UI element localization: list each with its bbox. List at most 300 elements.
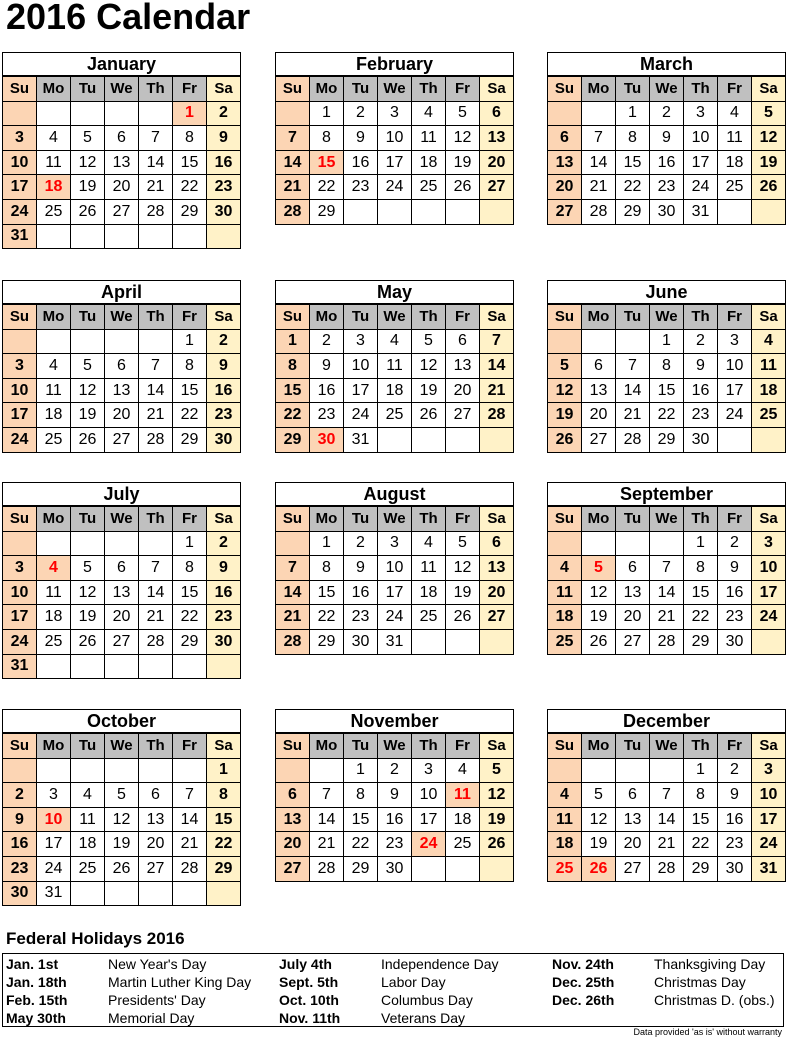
day-cell: 6 — [582, 354, 616, 379]
day-cell: 2 — [718, 758, 752, 783]
day-cell: 18 — [548, 605, 582, 630]
day-cell: 27 — [105, 427, 139, 452]
empty-cell — [276, 531, 310, 556]
month-february — [275, 52, 514, 225]
day-cell: 4 — [37, 354, 71, 379]
day-cell: 27 — [582, 427, 616, 452]
day-cell: 9 — [684, 354, 718, 379]
day-cell: 3 — [684, 101, 718, 126]
day-cell: 16 — [310, 378, 344, 403]
day-cell: 14 — [582, 150, 616, 175]
empty-cell — [616, 758, 650, 783]
day-cell: 3 — [412, 758, 446, 783]
day-cell: 1 — [207, 758, 241, 783]
day-cell: 9 — [718, 556, 752, 581]
month-december — [547, 709, 786, 882]
day-cell: 16 — [650, 150, 684, 175]
weekday-header: Mo — [37, 734, 71, 759]
empty-cell — [37, 758, 71, 783]
day-cell: 21 — [582, 175, 616, 200]
empty-cell — [650, 758, 684, 783]
day-cell: 28 — [650, 856, 684, 881]
day-cell: 4 — [378, 329, 412, 354]
day-cell: 10 — [684, 126, 718, 151]
day-cell: 26 — [105, 856, 139, 881]
empty-cell — [276, 758, 310, 783]
month-name: June — [547, 280, 786, 304]
day-cell: 2 — [344, 101, 378, 126]
holiday-day-cell: 15 — [310, 150, 344, 175]
empty-cell — [650, 531, 684, 556]
weekday-header: Fr — [446, 507, 480, 532]
day-cell: 6 — [446, 329, 480, 354]
day-cell: 8 — [684, 783, 718, 808]
day-cell: 12 — [446, 556, 480, 581]
day-cell: 26 — [752, 175, 786, 200]
day-cell: 15 — [684, 580, 718, 605]
holiday-date: Dec. 26th — [552, 992, 615, 1008]
weekday-header: Sa — [207, 734, 241, 759]
empty-cell — [105, 224, 139, 249]
day-cell: 27 — [139, 856, 173, 881]
day-cell: 6 — [105, 556, 139, 581]
weekday-header: Sa — [207, 507, 241, 532]
day-cell: 3 — [37, 783, 71, 808]
day-cell: 21 — [480, 378, 514, 403]
weekday-header: Th — [684, 305, 718, 330]
weekday-header: We — [105, 305, 139, 330]
weekday-header: Su — [276, 507, 310, 532]
empty-cell — [310, 758, 344, 783]
empty-cell — [139, 881, 173, 906]
day-cell: 30 — [207, 199, 241, 224]
empty-cell — [37, 654, 71, 679]
day-cell: 18 — [37, 403, 71, 428]
day-cell: 25 — [752, 403, 786, 428]
holiday-name: Presidents' Day — [108, 992, 206, 1008]
empty-cell — [71, 881, 105, 906]
day-cell: 22 — [173, 403, 207, 428]
day-cell: 12 — [582, 807, 616, 832]
day-cell: 21 — [650, 605, 684, 630]
day-cell: 15 — [650, 378, 684, 403]
day-cell: 7 — [310, 783, 344, 808]
day-cell: 13 — [139, 807, 173, 832]
day-cell: 18 — [752, 378, 786, 403]
day-cell: 25 — [37, 199, 71, 224]
day-cell: 13 — [276, 807, 310, 832]
day-cell: 12 — [105, 807, 139, 832]
day-cell: 16 — [207, 378, 241, 403]
day-cell: 12 — [71, 580, 105, 605]
empty-cell — [378, 427, 412, 452]
day-cell: 20 — [139, 832, 173, 857]
empty-cell — [71, 329, 105, 354]
month-name: March — [547, 52, 786, 76]
day-cell: 19 — [582, 832, 616, 857]
weekday-header: Su — [548, 734, 582, 759]
day-cell: 30 — [378, 856, 412, 881]
day-cell: 13 — [616, 807, 650, 832]
day-cell: 11 — [37, 378, 71, 403]
day-cell: 7 — [650, 783, 684, 808]
holiday-day-cell: 4 — [37, 556, 71, 581]
weekday-header: We — [378, 305, 412, 330]
day-cell: 7 — [582, 126, 616, 151]
day-cell: 25 — [412, 175, 446, 200]
day-cell: 23 — [207, 605, 241, 630]
weekday-header: We — [105, 507, 139, 532]
day-cell: 14 — [616, 378, 650, 403]
day-cell: 4 — [71, 783, 105, 808]
day-cell: 28 — [276, 199, 310, 224]
day-cell: 15 — [173, 580, 207, 605]
weekday-header: Th — [139, 77, 173, 102]
day-cell: 5 — [71, 126, 105, 151]
day-cell: 13 — [105, 378, 139, 403]
day-cell: 7 — [173, 783, 207, 808]
day-cell: 29 — [616, 199, 650, 224]
day-cell: 16 — [684, 378, 718, 403]
day-cell: 8 — [616, 126, 650, 151]
day-cell: 4 — [412, 531, 446, 556]
day-cell: 14 — [276, 150, 310, 175]
empty-cell — [71, 101, 105, 126]
day-cell: 20 — [105, 605, 139, 630]
day-cell: 28 — [480, 403, 514, 428]
day-cell: 27 — [616, 856, 650, 881]
holiday-date: May 30th — [6, 1010, 66, 1026]
day-cell: 27 — [548, 199, 582, 224]
day-cell: 22 — [684, 605, 718, 630]
day-cell: 20 — [105, 175, 139, 200]
weekday-header: Mo — [582, 507, 616, 532]
day-cell: 27 — [616, 629, 650, 654]
empty-cell — [105, 654, 139, 679]
day-cell: 2 — [207, 531, 241, 556]
day-cell: 30 — [650, 199, 684, 224]
day-cell: 21 — [139, 605, 173, 630]
day-cell: 6 — [548, 126, 582, 151]
day-cell: 26 — [412, 403, 446, 428]
weekday-header: Fr — [718, 77, 752, 102]
day-cell: 18 — [378, 378, 412, 403]
empty-cell — [3, 531, 37, 556]
day-cell: 15 — [310, 580, 344, 605]
day-cell: 3 — [718, 329, 752, 354]
day-cell: 19 — [412, 378, 446, 403]
weekday-header: Fr — [718, 507, 752, 532]
day-cell: 20 — [105, 403, 139, 428]
weekday-header: Mo — [310, 734, 344, 759]
weekday-header: Sa — [752, 77, 786, 102]
empty-cell — [139, 531, 173, 556]
day-cell: 14 — [139, 378, 173, 403]
day-cell: 10 — [412, 783, 446, 808]
empty-cell — [139, 224, 173, 249]
day-cell: 10 — [718, 354, 752, 379]
day-cell: 2 — [3, 783, 37, 808]
day-cell: 31 — [3, 224, 37, 249]
day-cell: 26 — [446, 605, 480, 630]
weekday-header: Sa — [207, 305, 241, 330]
day-cell: 10 — [3, 150, 37, 175]
month-november — [275, 709, 514, 882]
day-cell: 4 — [37, 126, 71, 151]
day-cell: 9 — [650, 126, 684, 151]
day-cell: 21 — [276, 175, 310, 200]
empty-cell — [105, 531, 139, 556]
day-cell: 10 — [752, 556, 786, 581]
weekday-header: Tu — [71, 734, 105, 759]
day-cell: 26 — [71, 199, 105, 224]
weekday-header: Tu — [616, 305, 650, 330]
day-cell: 19 — [752, 150, 786, 175]
day-cell: 8 — [650, 354, 684, 379]
day-cell: 4 — [718, 101, 752, 126]
weekday-header: Fr — [446, 305, 480, 330]
empty-cell — [548, 758, 582, 783]
month-may — [275, 280, 514, 453]
day-cell: 22 — [173, 605, 207, 630]
day-cell: 18 — [412, 150, 446, 175]
day-cell: 23 — [3, 856, 37, 881]
empty-cell — [173, 881, 207, 906]
empty-cell — [71, 758, 105, 783]
day-cell: 29 — [173, 199, 207, 224]
day-cell: 28 — [139, 427, 173, 452]
holiday-day-cell: 25 — [548, 856, 582, 881]
day-cell: 29 — [173, 629, 207, 654]
day-cell: 17 — [718, 378, 752, 403]
empty-cell — [139, 654, 173, 679]
empty-cell — [480, 856, 514, 881]
day-cell: 31 — [752, 856, 786, 881]
day-cell: 12 — [480, 783, 514, 808]
day-cell: 6 — [480, 101, 514, 126]
day-cell: 9 — [344, 556, 378, 581]
holiday-name: Thanksgiving Day — [654, 956, 766, 972]
day-cell: 3 — [3, 126, 37, 151]
weekday-header: Tu — [71, 77, 105, 102]
empty-cell — [105, 329, 139, 354]
day-cell: 12 — [71, 150, 105, 175]
weekday-header: We — [105, 734, 139, 759]
weekday-header: Fr — [446, 77, 480, 102]
day-cell: 1 — [310, 531, 344, 556]
day-cell: 27 — [105, 199, 139, 224]
day-cell: 9 — [718, 783, 752, 808]
weekday-header: Tu — [71, 507, 105, 532]
empty-cell — [276, 101, 310, 126]
day-cell: 12 — [412, 354, 446, 379]
holiday-name: Christmas D. (obs.) — [654, 992, 775, 1008]
day-cell: 16 — [718, 580, 752, 605]
day-cell: 28 — [650, 629, 684, 654]
holiday-day-cell: 5 — [582, 556, 616, 581]
empty-cell — [752, 427, 786, 452]
weekday-header: We — [378, 734, 412, 759]
weekday-header: Sa — [752, 734, 786, 759]
day-cell: 13 — [548, 150, 582, 175]
day-cell: 24 — [752, 605, 786, 630]
empty-cell — [582, 101, 616, 126]
holiday-day-cell: 10 — [37, 807, 71, 832]
weekday-header: Su — [3, 734, 37, 759]
day-cell: 11 — [71, 807, 105, 832]
day-cell: 5 — [105, 783, 139, 808]
day-cell: 2 — [378, 758, 412, 783]
day-cell: 13 — [105, 580, 139, 605]
holiday-name: Martin Luther King Day — [108, 974, 252, 990]
empty-cell — [752, 199, 786, 224]
weekday-header: Sa — [752, 305, 786, 330]
day-cell: 18 — [446, 807, 480, 832]
day-cell: 27 — [446, 403, 480, 428]
day-cell: 18 — [37, 605, 71, 630]
empty-cell — [37, 531, 71, 556]
day-cell: 11 — [752, 354, 786, 379]
day-cell: 11 — [378, 354, 412, 379]
day-cell: 27 — [480, 605, 514, 630]
weekday-header: Sa — [480, 305, 514, 330]
day-cell: 17 — [37, 832, 71, 857]
day-cell: 9 — [344, 126, 378, 151]
empty-cell — [139, 758, 173, 783]
day-cell: 27 — [480, 175, 514, 200]
weekday-header: We — [650, 734, 684, 759]
day-cell: 21 — [310, 832, 344, 857]
empty-cell — [173, 654, 207, 679]
holidays-title: Federal Holidays 2016 — [6, 929, 185, 948]
day-cell: 15 — [344, 807, 378, 832]
day-cell: 23 — [344, 175, 378, 200]
day-cell: 17 — [752, 807, 786, 832]
empty-cell — [71, 531, 105, 556]
day-cell: 13 — [480, 126, 514, 151]
month-name: January — [2, 52, 241, 76]
day-cell: 23 — [378, 832, 412, 857]
day-cell: 4 — [446, 758, 480, 783]
day-cell: 6 — [105, 354, 139, 379]
weekday-header: Sa — [480, 77, 514, 102]
day-cell: 4 — [548, 556, 582, 581]
empty-cell — [139, 329, 173, 354]
empty-cell — [207, 881, 241, 906]
holiday-date: Oct. 10th — [279, 992, 339, 1008]
day-cell: 11 — [37, 580, 71, 605]
day-cell: 3 — [3, 556, 37, 581]
day-cell: 24 — [37, 856, 71, 881]
day-cell: 19 — [71, 605, 105, 630]
day-cell: 5 — [582, 783, 616, 808]
day-cell: 7 — [276, 126, 310, 151]
weekday-header: Th — [412, 77, 446, 102]
day-cell: 24 — [378, 175, 412, 200]
day-cell: 21 — [650, 832, 684, 857]
weekday-header: Mo — [310, 305, 344, 330]
day-cell: 8 — [173, 126, 207, 151]
day-cell: 31 — [37, 881, 71, 906]
weekday-header: We — [650, 305, 684, 330]
month-name: August — [275, 482, 514, 506]
weekday-header: Su — [3, 77, 37, 102]
day-cell: 14 — [173, 807, 207, 832]
day-cell: 20 — [480, 580, 514, 605]
holiday-name: Memorial Day — [108, 1010, 195, 1026]
day-cell: 8 — [344, 783, 378, 808]
holiday-date: July 4th — [279, 956, 332, 972]
day-cell: 18 — [71, 832, 105, 857]
weekday-header: Fr — [718, 305, 752, 330]
empty-cell — [173, 758, 207, 783]
day-cell: 5 — [412, 329, 446, 354]
empty-cell — [616, 329, 650, 354]
day-cell: 25 — [718, 175, 752, 200]
day-cell: 11 — [412, 126, 446, 151]
day-cell: 30 — [718, 629, 752, 654]
day-cell: 24 — [684, 175, 718, 200]
day-cell: 28 — [173, 856, 207, 881]
day-cell: 20 — [446, 378, 480, 403]
weekday-header: Mo — [37, 305, 71, 330]
day-cell: 16 — [3, 832, 37, 857]
weekday-header: Sa — [480, 507, 514, 532]
day-cell: 1 — [684, 531, 718, 556]
day-cell: 16 — [207, 580, 241, 605]
empty-cell — [480, 629, 514, 654]
empty-cell — [71, 654, 105, 679]
weekday-header: Th — [684, 734, 718, 759]
day-cell: 22 — [616, 175, 650, 200]
weekday-header: Su — [276, 77, 310, 102]
day-cell: 2 — [344, 531, 378, 556]
weekday-header: Su — [3, 507, 37, 532]
day-cell: 11 — [37, 150, 71, 175]
holiday-date: Jan. 18th — [6, 974, 67, 990]
day-cell: 29 — [684, 629, 718, 654]
day-cell: 28 — [276, 629, 310, 654]
holiday-date: Dec. 25th — [552, 974, 615, 990]
day-cell: 12 — [71, 378, 105, 403]
day-cell: 9 — [3, 807, 37, 832]
day-cell: 15 — [207, 807, 241, 832]
weekday-header: Su — [276, 305, 310, 330]
day-cell: 21 — [276, 605, 310, 630]
empty-cell — [752, 629, 786, 654]
empty-cell — [548, 101, 582, 126]
weekday-header: Fr — [173, 507, 207, 532]
empty-cell — [3, 101, 37, 126]
day-cell: 1 — [650, 329, 684, 354]
day-cell: 22 — [310, 605, 344, 630]
empty-cell — [412, 199, 446, 224]
day-cell: 17 — [378, 150, 412, 175]
month-july — [2, 482, 241, 679]
day-cell: 1 — [684, 758, 718, 783]
day-cell: 4 — [412, 101, 446, 126]
month-name: November — [275, 709, 514, 733]
day-cell: 22 — [310, 175, 344, 200]
day-cell: 26 — [548, 427, 582, 452]
day-cell: 5 — [752, 101, 786, 126]
day-cell: 3 — [378, 531, 412, 556]
day-cell: 29 — [276, 427, 310, 452]
weekday-header: We — [105, 77, 139, 102]
day-cell: 22 — [684, 832, 718, 857]
weekday-header: Su — [276, 734, 310, 759]
empty-cell — [412, 427, 446, 452]
